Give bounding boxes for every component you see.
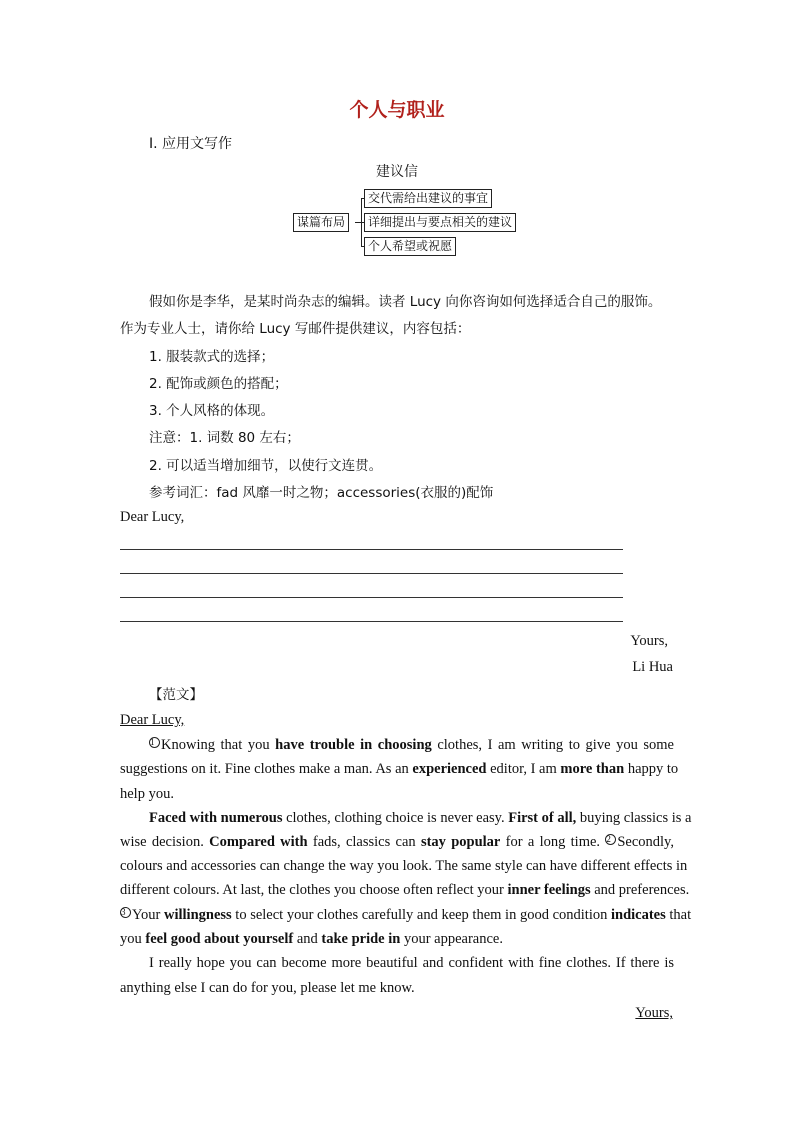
diagram-branch: 个人希望或祝愿	[364, 237, 456, 256]
sample-label: 【范文】	[149, 687, 203, 703]
writing-line[interactable]	[120, 549, 623, 550]
marker-2: 2	[605, 834, 616, 845]
task-point: 2. 配饰或颜色的搭配；	[149, 376, 288, 392]
task-intro: 作为专业人士，请你给 Lucy 写邮件提供建议，内容包括：	[120, 321, 471, 337]
task-note: 注意：1. 词数 80 左右；	[149, 430, 300, 446]
diagram-root: 谋篇布局	[293, 213, 349, 232]
diagram-branch: 详细提出与要点相关的建议	[364, 213, 516, 232]
sample-line: 3 Your willingness to select your clothes carefully and keep them in good condition indicates that	[121, 907, 692, 923]
sample-line: different colours. At last, the clothes you choose often reflect your inner feelings and preferences.	[120, 882, 690, 898]
writing-line[interactable]	[120, 573, 623, 574]
task-point: 3. 个人风格的体现。	[149, 403, 275, 419]
sample-line: you feel good about yourself and take pride in your appearance.	[120, 931, 503, 947]
sample-line: I really hope you can become more beautiful and confident with fine clothes. If there is	[149, 955, 674, 971]
diagram-branch: 交代需给出建议的事宜	[364, 189, 492, 208]
sample-line: anything else I can do for you, please let me know.	[120, 980, 415, 996]
task-point: 1. 服装款式的选择；	[149, 349, 275, 365]
letter-greeting: Dear Lucy,	[120, 509, 185, 525]
writing-line[interactable]	[120, 597, 623, 598]
sample-line: 1 Knowing that you have trouble in choosing clothes, I am writing to give you some	[150, 737, 674, 753]
marker-1: 1	[149, 737, 160, 748]
section-heading: Ⅰ. 应用文写作	[149, 136, 233, 152]
sample-line: suggestions on it. Fine clothes make a man. As an experienced editor, I am more than happy to	[120, 761, 679, 777]
marker-3: 3	[120, 907, 131, 918]
page-title: 个人与职业	[349, 99, 445, 121]
letter-signature: Li Hua	[632, 659, 673, 675]
task-note: 2. 可以适当增加细节，以使行文连贯。	[149, 458, 383, 474]
sample-line: colours and accessories can change the way you look. The same style can have different effects in	[120, 858, 688, 874]
sample-line: help you.	[120, 786, 174, 802]
sample-closing: Yours,	[635, 1005, 673, 1021]
sample-line: Faced with numerous clothes, clothing choice is never easy. First of all, buying classics is a	[149, 810, 692, 826]
section-subtitle: 建议信	[376, 164, 418, 180]
task-intro: 假如你是李华，是某时尚杂志的编辑。读者 Lucy 向你咨询如何选择适合自己的服饰。	[149, 294, 662, 310]
task-vocab: 参考词汇：fad 风靡一时之物；accessories(衣服的)配饰	[149, 485, 494, 501]
sample-line: wise decision. Compared with fads, classics can stay popular for a long time. 2 Secondly,	[120, 834, 674, 850]
letter-closing: Yours,	[630, 633, 668, 649]
sample-greeting: Dear Lucy,	[120, 712, 185, 728]
writing-line[interactable]	[120, 621, 623, 622]
